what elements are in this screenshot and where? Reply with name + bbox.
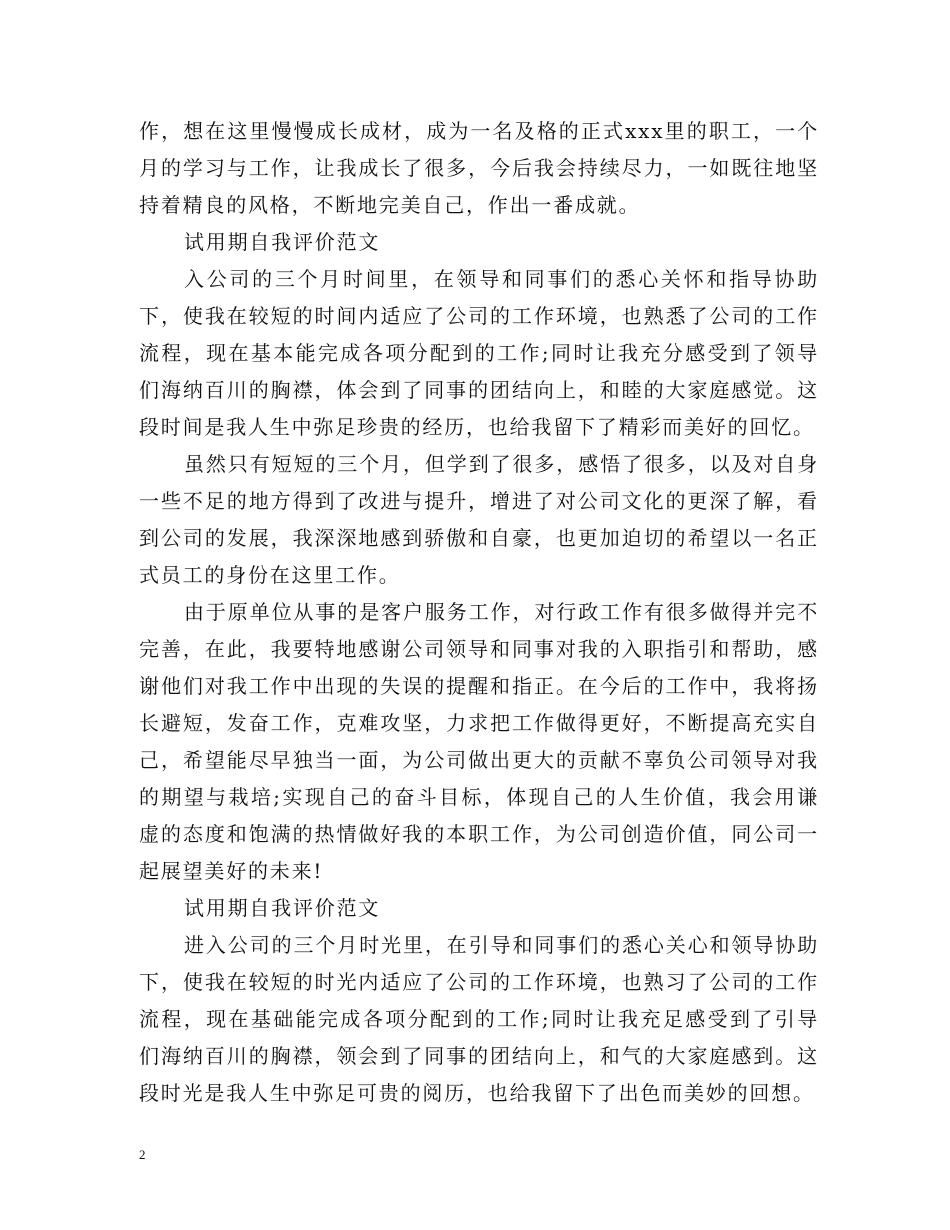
document-body (139, 113, 819, 1112)
paragraph: 进入公司的三个月时光里，在引导和同事们的悉心关心和领导协助下，使我在较短的时光内适应了公司的工作环境，也熟习了公司的工作流程，现在基础能完成各项分配到的工作;同时让我充足感受到了引导们海纳百川的胸襟，领会到了同事的团结向上，和气的大家庭感到。这段时光是我人生中弥足可贵的阅历，也给我留下了出色而美妙的回想。 (139, 933, 819, 1105)
section-heading-1: 试用期自我评价范文 (184, 230, 381, 254)
page-number: 2 (139, 1147, 146, 1162)
paragraph: 由于原单位从事的是客户服务工作，对行政工作有很多做得并完不完善，在此，我要特地感谢公司领导和同事对我的入职指引和帮助，感谢他们对我工作中出现的失误的提醒和指正。在今后的工作中，我将扬长避短，发奋工作，克难攻坚，力求把工作做得更好，不断提高充实自己，希望能尽早独当一面，为公司做出更大的贡献不辜负公司领导对我的期望与栽培;实现自己的奋斗目标，体现自己的人生价值，我会用谦虚的态度和饱满的热情做好我的本职工作，为公司创造价值，同公司一起展望美好的未来! (139, 600, 819, 883)
paragraph: 入公司的三个月时间里，在领导和同事们的悉心关怀和指导协助下，使我在较短的时间内适应了公司的工作环境，也熟悉了公司的工作流程，现在基本能完成各项分配到的工作;同时让我充分感受到了领导们海纳百川的胸襟，体会到了同事的团结向上，和睦的大家庭感觉。这段时间是我人生中弥足珍贵的经历，也给我留下了精彩而美好的回忆。 (139, 267, 819, 439)
paragraph-continuation: 作，想在这里慢慢成长成材，成为一名及格的正式xxx里的职工，一个月的学习与工作，让我成长了很多，今后我会持续尽力，一如既往地坚持着精良的风格，不断地完美自己，作出一番成就。 (139, 119, 819, 217)
section-heading-2: 试用期自我评价范文 (184, 896, 381, 920)
paragraph: 虽然只有短短的三个月，但学到了很多，感悟了很多，以及对自身一些不足的地方得到了改进与提升，增进了对公司文化的更深了解，看到公司的发展，我深深地感到骄傲和自豪，也更加迫切的希望以一名正式员工的身份在这里工作。 (139, 452, 819, 587)
